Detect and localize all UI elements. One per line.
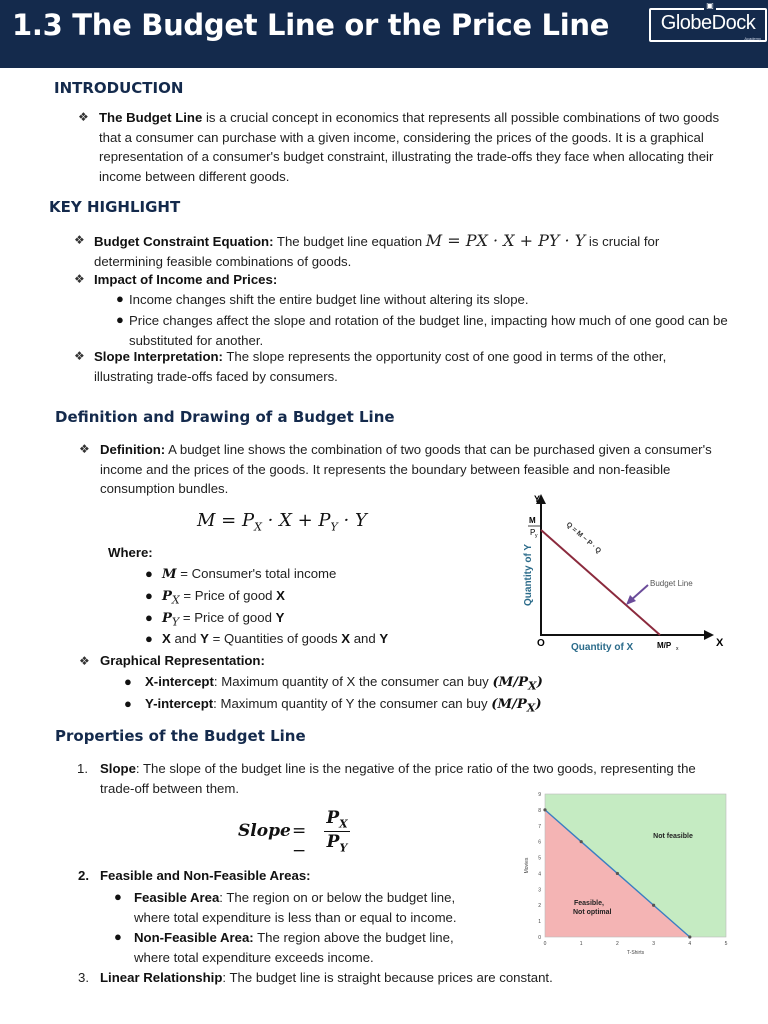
item-number-text: 2. (78, 868, 89, 883)
diamond-bullet-icon: ❖ (74, 272, 85, 286)
y-tick-label: 2 (538, 903, 541, 910)
x-tick-label: 4 (688, 941, 692, 947)
bullet-dot-icon: ● (114, 929, 122, 944)
y-intercept-bottom: P (530, 528, 536, 537)
symbol: P (162, 589, 172, 604)
item-number: 3. (78, 970, 89, 985)
equals-minus: = − (292, 821, 307, 861)
x-axis-arrow-icon (704, 630, 714, 640)
bullet-dot-icon: ● (145, 631, 153, 646)
where-label-text: Where: (108, 545, 153, 560)
key-highlight-item-1 (94, 231, 726, 271)
item-text: and (170, 631, 201, 646)
item-bold: X (276, 588, 285, 603)
item-bold: Y (379, 631, 389, 646)
slope-numerator (324, 808, 350, 830)
item-text: and (350, 631, 380, 646)
data-point (543, 808, 546, 811)
x-axis-letter: X (716, 637, 724, 649)
den-sub: Y (339, 841, 348, 855)
page-header (0, 0, 768, 68)
x-tick-label: 3 (652, 941, 655, 947)
introduction-text: is a crucial concept in economics that represents all possible combinations of two goods that a consumer can purchase with a given income, considering the prices of the goods. It is a graphical representation of a consumer's budget constraint, illustrating the trade-offs they face when allocating their income between different goods. (99, 110, 720, 184)
item-number: 1. (77, 761, 88, 776)
key-highlight-item-3 (94, 347, 726, 386)
x-axis-label: Quantity of X (571, 642, 634, 653)
property-linear (100, 968, 553, 988)
feasible-lead: Feasible Area (134, 890, 220, 905)
diamond-bullet-icon: ❖ (79, 442, 90, 456)
where-label (108, 543, 153, 563)
y-tick-label: 0 (538, 935, 541, 941)
budget-line-label: Budget Line (650, 579, 693, 588)
key-highlight-sub-2: Price changes affect the slope and rotation of the budget line, impacting how much of one good can be substituted for another. (129, 313, 728, 348)
y-tick-label: 6 (538, 839, 541, 846)
property-lead: Slope (100, 761, 136, 776)
x-intercept-sub: x (676, 646, 679, 652)
bullet-dot-icon: ● (145, 610, 153, 625)
y-intercept-sub: y (535, 533, 538, 539)
x-intercept-math (492, 675, 543, 693)
symbol: X (162, 631, 171, 646)
item-number (78, 866, 89, 886)
feasible-text: : The region on or below the budget line, where total expenditure is less than or equal to income. (134, 890, 457, 925)
diamond-bullet-icon: ❖ (74, 233, 85, 247)
feasibility-chart (518, 788, 736, 958)
item-bold: X (341, 631, 351, 646)
introduction-heading: INTRODUCTION (54, 79, 184, 97)
y-tick-label: 1 (538, 919, 541, 926)
property-text: : The budget line is straight because prices are constant. (222, 970, 553, 985)
slope-fraction (324, 808, 350, 855)
feasible-area-item (134, 888, 482, 927)
feasible-label-line-1: Feasible, (574, 900, 604, 907)
item-lead: Impact of Income and Prices: (94, 272, 278, 287)
y-axis-label: Movies (524, 857, 530, 874)
nonfeasible-text: The region above the budget line, where total expenditure exceeds income. (134, 930, 454, 965)
property-areas (100, 866, 311, 886)
book-icon: ▣ (704, 2, 716, 10)
y-axis-label: Quantity of Y (523, 543, 534, 606)
y-intercept-text: : Maximum quantity of Y the consumer can buy (213, 696, 488, 711)
y-tick-label: 5 (538, 855, 541, 862)
y-intercept-lead: Y-intercept (145, 696, 214, 711)
feasible-label-line-2: Not optimal (573, 909, 612, 916)
item-text: = Quantities of goods (208, 631, 342, 646)
item-text: is crucial for determining feasible combinations of goods. (94, 234, 660, 269)
origin-label: O (537, 638, 545, 649)
x-intercept-item (145, 672, 543, 696)
math-sub: X (528, 679, 537, 693)
data-point (652, 904, 655, 907)
property-lead: Feasible and Non-Feasible Areas: (100, 868, 311, 883)
math-part: ) (535, 697, 542, 712)
key-highlight-item-2 (94, 270, 726, 290)
budget-line (541, 530, 660, 635)
introduction-paragraph (99, 108, 729, 186)
x-tick-label: 5 (724, 941, 728, 947)
property-text: : The slope of the budget line is the negative of the price ratio of the two goods, representing the trade-off between them. (100, 761, 696, 796)
bullet-dot-icon: ● (114, 889, 122, 904)
x-tick-label: 2 (616, 941, 619, 947)
bullet-dot-icon: ● (124, 674, 132, 689)
bullet-dot-icon: ● (116, 312, 124, 327)
y-axis-letter: Y (534, 494, 541, 504)
bullet-dot-icon: ● (124, 696, 132, 711)
symbol: Y (200, 631, 209, 646)
budget-equation: M = PX · X + PY · Y (425, 231, 586, 250)
y-tick-label: 3 (538, 887, 541, 894)
y-tick-label: 9 (538, 792, 541, 798)
bullet-dot-icon: ● (116, 291, 124, 306)
line-equation: Q = M − P · Q (564, 521, 603, 556)
data-point (580, 840, 583, 843)
y-tick-label: 7 (538, 823, 541, 830)
diamond-bullet-icon: ❖ (79, 654, 90, 668)
x-tick-label: 0 (543, 941, 547, 947)
key-highlight-heading: KEY HIGHLIGHT (49, 198, 181, 216)
property-lead: Linear Relationship (100, 970, 223, 985)
definition-text: A budget line shows the combination of two goods that can be purchased given a consumer's income and the prices of the goods. It represents the boundary between feasible and non-feasible consumption bundles. (100, 442, 712, 496)
den-sym: P (326, 832, 340, 853)
math-sub: X (526, 701, 536, 715)
bullet-dot-icon: ● (145, 588, 153, 603)
symbol-sub: X (171, 593, 180, 607)
data-point (616, 872, 619, 875)
item-text: = Price of good (179, 610, 276, 625)
symbol: P (162, 611, 172, 626)
x-tick-label: 1 (579, 941, 583, 947)
diamond-bullet-icon: ❖ (78, 110, 89, 124)
introduction-lead: The Budget Line (99, 110, 203, 125)
properties-heading: Properties of the Budget Line (55, 727, 306, 745)
math-part: (M/P (492, 675, 529, 690)
num-sym: P (326, 808, 340, 828)
symbol-sub: Y (171, 615, 180, 629)
slope-label: Slope (238, 821, 291, 841)
bullet-dot-icon: ● (145, 566, 153, 581)
nonfeasible-area-item (134, 928, 482, 967)
nonfeasible-lead: Non-Feasible Area: (134, 930, 254, 945)
y-intercept-top: M (529, 516, 536, 525)
item-lead: Budget Constraint Equation: (94, 234, 274, 249)
num-sub: X (339, 817, 348, 831)
item-bold: Y (275, 610, 285, 625)
graphical-representation (100, 651, 265, 671)
item-lead: Slope Interpretation: (94, 349, 223, 364)
definition-heading: Definition and Drawing of a Budget Line (55, 408, 395, 426)
graphical-lead: Graphical Representation: (100, 653, 265, 668)
symbol: M (162, 567, 177, 582)
logo (649, 1, 767, 42)
x-intercept-label: M/P (657, 641, 672, 650)
logo-text: GlobeDock (660, 12, 756, 34)
x-intercept-lead: X-intercept (145, 674, 214, 689)
y-tick-label: 8 (538, 807, 541, 814)
y-intercept-item (145, 694, 542, 718)
math-part: (M/P (491, 697, 527, 712)
item-text: The budget line equation (273, 234, 426, 249)
page-title: 1.3 The Budget Line or the Price Line (12, 8, 610, 42)
where-item-px (162, 586, 285, 610)
budget-equation-display: $M = P_X \cdot X + P_Y \cdot Y$ (197, 510, 367, 534)
diamond-bullet-icon: ❖ (74, 349, 85, 363)
item-text: = Price of good (179, 588, 277, 603)
math-part: ) (536, 675, 543, 690)
item-text: The slope represents the opportunity cost of one good in terms of the other, illustrating trade-offs faced by consumers. (94, 349, 667, 384)
where-item-m (162, 564, 336, 585)
y-tick-label: 4 (538, 871, 541, 878)
y-intercept-math (491, 697, 542, 715)
slope-denominator (324, 832, 350, 854)
data-point (688, 935, 691, 938)
logo-subtext: Academy (744, 36, 761, 41)
item-text: = Consumer's total income (176, 566, 337, 581)
key-highlight-sub-1: Income changes shift the entire budget line without altering its slope. (129, 292, 529, 307)
definition-lead: Definition: (100, 442, 166, 457)
where-item-xy (162, 629, 388, 649)
budget-line-diagram (520, 488, 730, 656)
x-intercept-text: : Maximum quantity of X the consumer can buy (213, 674, 489, 689)
not-feasible-label: Not feasible (653, 833, 693, 840)
x-axis-label: T-Shirts (626, 950, 645, 956)
